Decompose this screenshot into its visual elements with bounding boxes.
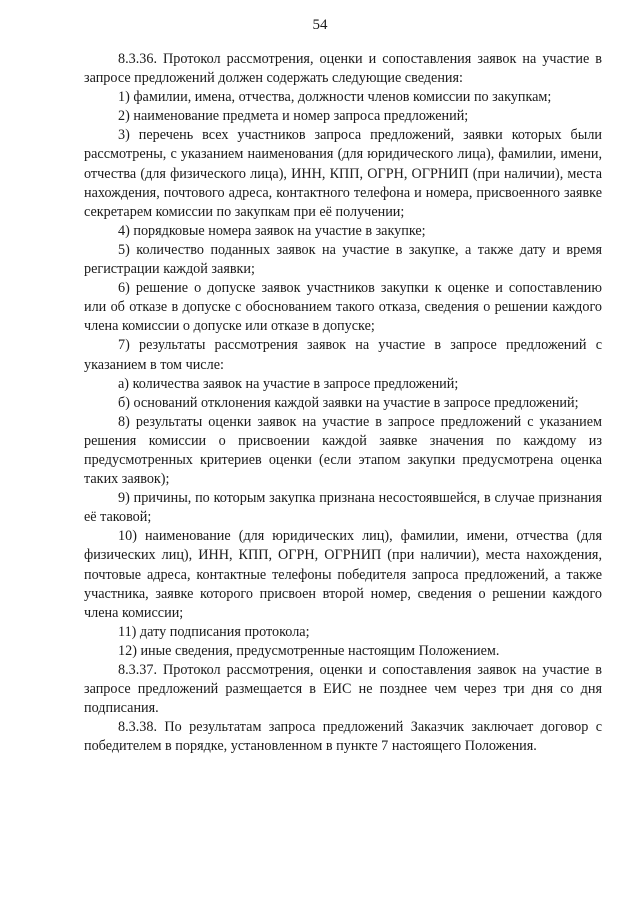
list-item-2: 2) наименование предмета и номер запроса предложений; bbox=[118, 108, 469, 125]
list-item-4: 4) порядковые номера заявок на участие в закупке; bbox=[118, 222, 426, 239]
clause-8-3-36: 8.3.36. Протокол рассмотрения, оценки и сопоставления заявок на участие в запросе предложений должен содержать следующие сведения: bbox=[84, 51, 602, 87]
list-item-10: 10) наименование (для юридических лиц), фамилии, имени, отчества (для физических лиц), ИНН, КПП, ОГРН, ОГРНИП (при наличии), места нахождения, почтовые адреса, контактные телефоны победителя запроса предложений, а также участника, заявке которого присвоен второй номер, сведения о решении каждого члена комиссии; bbox=[84, 528, 602, 621]
list-item-8: 8) результаты оценки заявок на участие в запросе предложений с указанием решения комиссии о присвоении каждой заявке значения по каждому из предусмотренных критериев оценки (если этапом закупки предусмотрена оценка таких заявок); bbox=[84, 413, 602, 488]
list-item-12: 12) иные сведения, предусмотренные настоящим Положением. bbox=[118, 642, 500, 659]
list-item-7: 7) результаты рассмотрения заявок на участие в запросе предложений с указанием в том числе: bbox=[84, 337, 602, 373]
document-body bbox=[84, 50, 602, 756]
list-item-3: 3) перечень всех участников запроса предложений, заявки которых были рассмотрены, с указанием наименования (для юридического лица), фамилии, имени, отчества (для физического лица), ИНН, КПП, ОГРН, ОГРНИП (при наличии), места нахождения, почтового адреса, контактного телефона и номера, присвоенного заявке секретарем комиссии по закупкам при её получении; bbox=[84, 127, 602, 220]
clause-8-3-37: 8.3.37. Протокол рассмотрения, оценки и сопоставления заявок на участие в запросе предложений размещается в ЕИС не позднее чем через три дня со дня подписания. bbox=[84, 662, 602, 717]
list-item-7b: б) оснований отклонения каждой заявки на участие в запросе предложений; bbox=[118, 394, 579, 411]
clause-8-3-38: 8.3.38. По результатам запроса предложений Заказчик заключает договор с победителем в порядке, установленном в пункте 7 настоящего Положения. bbox=[84, 719, 602, 755]
list-item-9: 9) причины, по которым закупка признана несостоявшейся, в случае признания её таковой; bbox=[84, 490, 602, 526]
list-item-5: 5) количество поданных заявок на участие в закупке, а также дату и время регистрации каждой заявки; bbox=[84, 241, 602, 278]
page-number: 54 bbox=[312, 17, 328, 33]
list-item-11: 11) дату подписания протокола; bbox=[118, 623, 310, 640]
list-item-1: 1) фамилии, имена, отчества, должности членов комиссии по закупкам; bbox=[118, 89, 552, 106]
list-item-6: 6) решение о допуске заявок участников закупки к оценке и сопоставлению или об отказе в допуске с обоснованием такого отказа, сведения о решении каждого члена комиссии о допуске или отказе в допуске; bbox=[84, 280, 602, 335]
list-item-7a: а) количества заявок на участие в запросе предложений; bbox=[118, 375, 459, 392]
